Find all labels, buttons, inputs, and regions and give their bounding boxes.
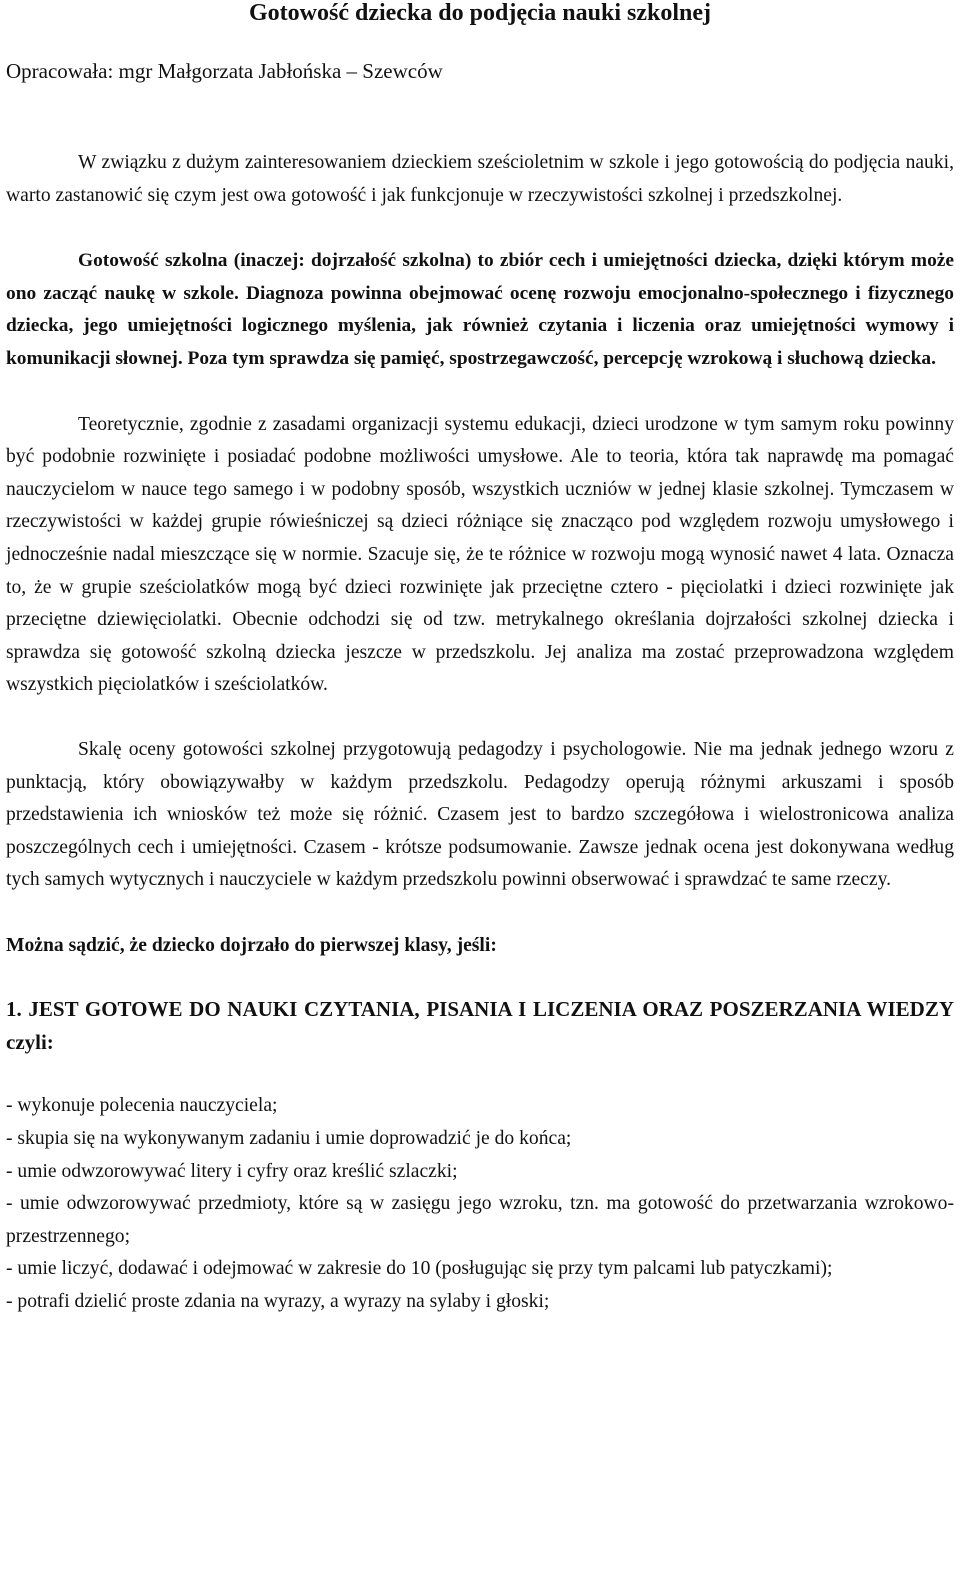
paragraph-definition: Gotowość szkolna (inaczej: dojrzałość szkolna) to zbiór cech i umiejętności dziecka, dzięki którym może ono zacząć naukę w szkole. Diagnoza powinna obejmować ocenę rozwoju emocjonalno-społecznego i fizycznego dziecka, jego umiejętności logicznego myślenia, jak również czytania i liczenia oraz umiejętności wymowy i komunikacji słownej. Poza tym sprawdza się pamięć, spostrzegawczość, percepcję wzrokową i słuchową dziecka. — [6, 250, 954, 369]
paragraph-assessment-scale: Skalę oceny gotowości szkolnej przygotowują pedagodzy i psychologowie. Nie ma jednak jednego wzoru z punktacją, który obowiązywałby w każdym przedszkolu. Pedagodzy operują różnymi arkuszami i sposób przedstawienia ich wniosków też może się różnić. Czasem jest to bardzo szczegółowa i wielostronicowa analiza poszczególnych cech i umiejętności. Czasem - krótsze podsumowanie. Zawsze jednak ocena jest dokonywana według tych samych wytycznych i nauczyciele w każdym przedszkolu powinni obserwować i sprawdzać te same rzeczy. — [6, 738, 954, 891]
list-item: - umie odwzorowywać przedmioty, które są w zasięgu jego wzroku, tzn. ma gotowość do przetwarzania wzrokowo-przestrzennego; — [6, 1193, 954, 1247]
criteria-list — [6, 1090, 954, 1318]
author-line: Opracowała: mgr Małgorzata Jabłońska – Szewców — [6, 59, 443, 83]
paragraph-intro: W związku z dużym zainteresowaniem dzieckiem sześcioletnim w szkole i jego gotowością do podjęcia nauki, warto zastanowić się czym jest owa gotowość i jak funkcjonuje w rzeczywistości szkolnej i przedszkolnej. — [6, 152, 954, 206]
list-item: - umie liczyć, dodawać i odejmować w zakresie do 10 (posługując się przy tym palcami lub patyczkami); — [6, 1258, 833, 1280]
list-item: - potrafi dzielić proste zdania na wyrazy, a wyrazy na sylaby i głoski; — [6, 1291, 550, 1313]
section-heading-1: 1. JEST GOTOWE DO NAUKI CZYTANIA, PISANIA I LICZENIA ORAZ POSZERZANIA WIEDZY czyli: — [6, 997, 954, 1055]
list-item: - umie odwzorowywać litery i cyfry oraz kreślić szlaczki; — [6, 1160, 458, 1182]
list-item: - skupia się na wykonywanym zadaniu i umie doprowadzić je do końca; — [6, 1128, 572, 1150]
document-title: Gotowość dziecka do podjęcia nauki szkolnej — [248, 0, 712, 26]
paragraph-theory: Teoretycznie, zgodnie z zasadami organizacji systemu edukacji, dzieci urodzone w tym samym roku powinny być podobnie rozwinięte i posiadać podobne możliwości umysłowe. Ale to teoria, która tak naprawdę ma pomagać nauczycielom w nauce tego samego i w podobny sposób, wszystkich uczniów w jednej klasie szkolnej. Tymczasem w rzeczywistości w każdej grupie rówieśniczej są dzieci różniące się znacząco pod względem rozwoju umysłowego i jednocześnie nadal mieszczące się w normie. Szacuje się, że te różnice w rozwoju mogą wynosić nawet 4 lata. Oznacza to, że w grupie sześciolatków mogą być dzieci rozwinięte jak przeciętne cztero - pięciolatki i dzieci rozwinięte jak przeciętne dziewięciolatki. Obecnie odchodzi się od tzw. metrykalnego określania dojrzałości szkolnej dziecka i sprawdza się gotowość szkolną dziecka jeszcze w przedszkolu. Jej analiza ma zostać przeprowadzona względem wszystkich pięciolatków i sześciolatków. — [6, 413, 954, 696]
criteria-heading: Można sądzić, że dziecko dojrzało do pierwszej klasy, jeśli: — [6, 934, 497, 956]
list-item: - wykonuje polecenia nauczyciela; — [6, 1095, 278, 1117]
